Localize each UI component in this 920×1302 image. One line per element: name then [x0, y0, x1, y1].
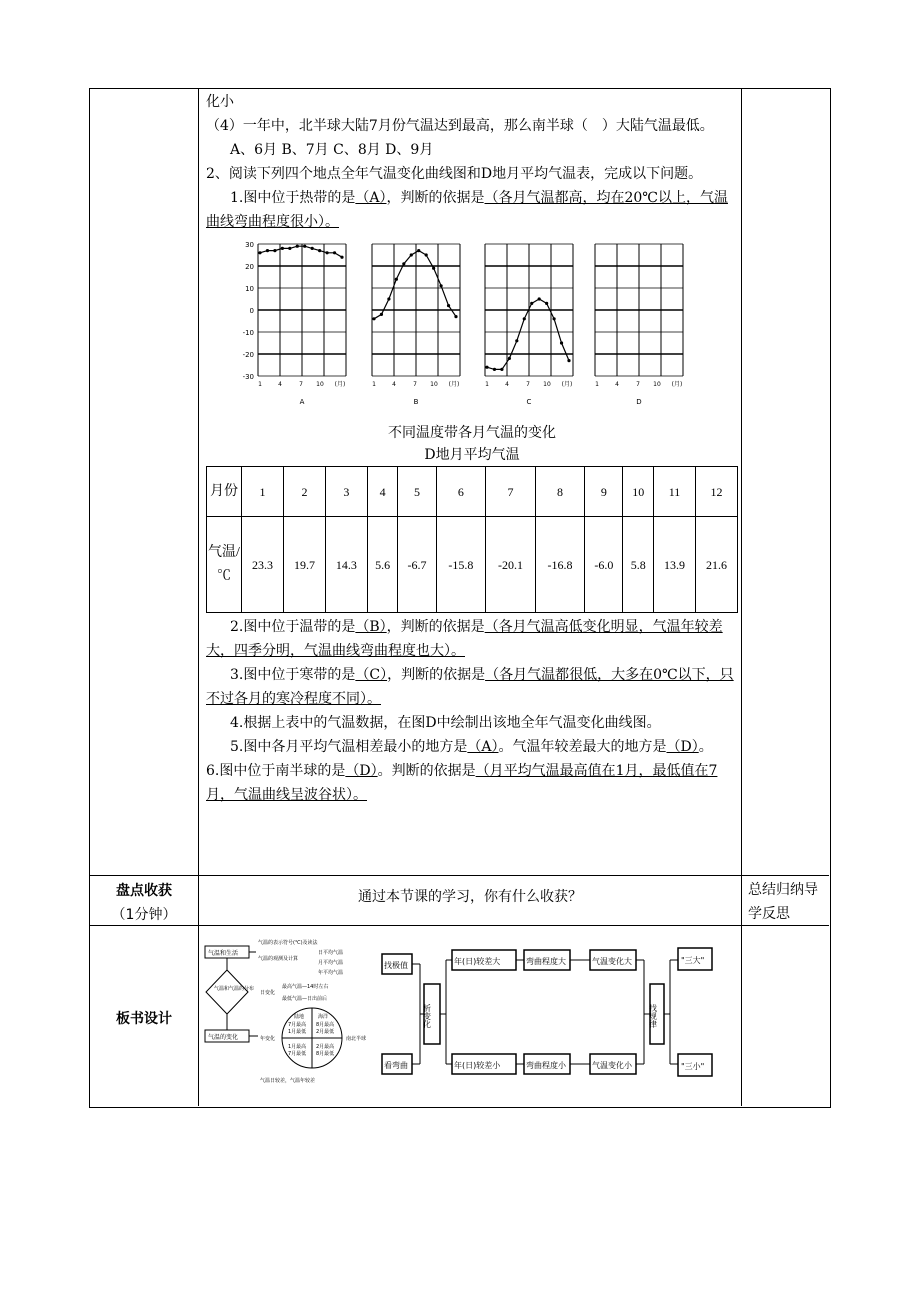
- month-cell: 2: [283, 467, 325, 517]
- table-caption: D地月平均气温: [424, 447, 520, 463]
- chart-data-point: [454, 315, 457, 318]
- chart-caption: 不同温度带各月气温的变化: [388, 425, 556, 441]
- board-text: 气温的观测及计算: [258, 956, 299, 962]
- board-text: 7月最高: [288, 1022, 307, 1028]
- board-text: 气温和气温的分布: [214, 986, 255, 992]
- month-cell: 11: [654, 467, 696, 517]
- temp-cell: 23.3: [242, 517, 284, 613]
- temp-cell: -6.7: [398, 517, 436, 613]
- board-text: 8月最低: [316, 1051, 335, 1057]
- chart-xtick-label: 4: [278, 381, 282, 388]
- board-text: 找规律: [648, 1004, 658, 1028]
- board-text: 看弯曲: [384, 1061, 408, 1070]
- chart-xtick-label: 4: [392, 381, 396, 388]
- month-header: 月份: [207, 467, 242, 517]
- board-text: 日平均气温: [318, 950, 344, 956]
- chart-data-point: [395, 278, 398, 281]
- chart-data-point: [372, 317, 375, 320]
- board-diamond: [206, 970, 248, 1014]
- chart-data-point: [439, 284, 442, 287]
- chart-xtick-label: 7: [413, 381, 417, 388]
- month-cell: 5: [398, 467, 436, 517]
- chart-data-point: [530, 302, 533, 305]
- chart-data-point: [545, 302, 548, 305]
- board-text: 气温变化小: [592, 1061, 632, 1070]
- row-divider-1: [89, 875, 829, 876]
- chart-data-point: [500, 368, 503, 371]
- chart-series-line: [260, 246, 342, 257]
- chart-data-point: [380, 313, 383, 316]
- chart-xtick-label: 10: [430, 381, 438, 388]
- summary-time: （1分钟）: [111, 907, 177, 923]
- chart-data-point: [318, 249, 321, 252]
- chart-data-point: [402, 262, 405, 265]
- board-text: 析变化: [422, 1004, 432, 1028]
- temp-cell: 14.3: [325, 517, 367, 613]
- board-text: 气温的表示符号(℃)及读法: [258, 940, 318, 946]
- chart-data-point: [432, 267, 435, 270]
- board-label: 板书设计: [116, 1011, 172, 1027]
- chart-data-point: [523, 317, 526, 320]
- chart-data-point: [333, 251, 336, 254]
- temperature-charts: [206, 242, 738, 422]
- temp-cell: -20.1: [486, 517, 536, 613]
- chart-data-point: [485, 366, 488, 369]
- q3: 3.图中位于寒带的是（C），判断的依据是（各月气温都很低，大多在0℃以下，只不过各月的寒冷程度不同）。: [206, 667, 734, 707]
- chart-data-point: [538, 297, 541, 300]
- temp-cell: -16.8: [535, 517, 585, 613]
- month-cell: 9: [585, 467, 623, 517]
- board-text: 弯曲程度小: [526, 1061, 566, 1070]
- chart-data-point: [410, 253, 413, 256]
- chart-xtick-label: (月): [671, 381, 683, 388]
- chart-xtick-label: 4: [505, 381, 509, 388]
- temp-cell: -15.8: [436, 517, 486, 613]
- board-text: 弯曲程度大: [526, 957, 566, 966]
- chart-ytick-label: -10: [242, 329, 254, 337]
- temp-cell: 5.8: [623, 517, 654, 613]
- board-text: 找极值: [384, 961, 408, 970]
- chart-ytick-label: 10: [245, 285, 254, 293]
- chart-data-point: [288, 247, 291, 250]
- chart-data-point: [303, 245, 306, 248]
- chart-xtick-label: (月): [561, 381, 573, 388]
- d-temperature-table: [206, 466, 738, 613]
- chart-xtick-label: 1: [595, 381, 599, 388]
- chart-xtick-label: 7: [636, 381, 640, 388]
- board-text: 最低气温—日出前后: [282, 996, 328, 1002]
- board-text: 气温日较差，气温年较差: [260, 1078, 316, 1084]
- month-cell: 7: [486, 467, 536, 517]
- chart-xtick-label: (月): [448, 381, 460, 388]
- board-text: 8月最高: [316, 1022, 335, 1028]
- question-2-intro: 2、阅读下列四个地点全年气温变化曲线图和D地月平均气温表，完成以下问题。: [206, 166, 703, 182]
- board-text: 1月最低: [288, 1029, 307, 1035]
- chart-ytick-label: 30: [245, 242, 254, 249]
- summary-text: 通过本节课的学习，你有什么收获？: [358, 889, 582, 905]
- month-cell: 6: [436, 467, 486, 517]
- board-text: 7月最低: [288, 1051, 307, 1057]
- board-text: 2月最高: [316, 1044, 335, 1050]
- q2: 2.图中位于温带的是（B），判断的依据是（各月气温高低变化明显，气温年较差大，四季分明，气温曲线弯曲程度也大）。: [206, 619, 723, 659]
- chart-xtick-label: 1: [372, 381, 376, 388]
- chart-data-point: [417, 249, 420, 252]
- lesson-content: [206, 90, 738, 807]
- chart-ytick-label: -20: [242, 351, 254, 359]
- chart-xtick-label: 7: [526, 381, 530, 388]
- chart-data-point: [340, 256, 343, 259]
- month-cell: 8: [535, 467, 585, 517]
- chart-name-label: C: [526, 398, 532, 406]
- board-text: 气温的变化: [208, 1034, 239, 1041]
- chart-xtick-label: 10: [316, 381, 324, 388]
- row-divider-2: [89, 925, 829, 926]
- board-text: 1月最高: [288, 1044, 307, 1050]
- chart-xtick-label: 1: [258, 381, 262, 388]
- temp-cell: 21.6: [695, 517, 737, 613]
- board-svg: [200, 930, 740, 1090]
- summary-label: 盘点收获: [116, 883, 172, 899]
- temp-header: 气温/℃: [207, 517, 242, 613]
- chart-ytick-label: 20: [245, 263, 254, 271]
- month-cell: 1: [242, 467, 284, 517]
- board-text: 月平均气温: [318, 960, 344, 966]
- col-divider-2: [741, 88, 742, 1106]
- month-cell: 4: [367, 467, 398, 517]
- q5: 5.图中各月平均气温相差最小的地方是（A）。气温年较差最大的地方是（D）。: [230, 739, 713, 755]
- board-text: 年变化: [260, 1036, 276, 1042]
- chart-xtick-label: 7: [299, 381, 303, 388]
- chart-xtick-label: 1: [485, 381, 489, 388]
- board-text: 最高气温—14时左右: [282, 984, 329, 990]
- board-text: 2月最低: [316, 1029, 335, 1035]
- charts-svg: [206, 242, 738, 422]
- temp-cell: 5.6: [367, 517, 398, 613]
- chart-data-point: [325, 251, 328, 254]
- temp-cell: 13.9: [654, 517, 696, 613]
- month-cell: 3: [325, 467, 367, 517]
- chart-xtick-label: 10: [543, 381, 551, 388]
- board-text: "三大": [681, 956, 705, 965]
- chart-data-point: [560, 341, 563, 344]
- board-text: 气温变化大: [592, 957, 632, 966]
- q1: 1.图中位于热带的是（A），判断的依据是（各月气温都高，均在20℃以上，气温曲线弯曲程度很小）。: [206, 190, 728, 230]
- chart-data-point: [266, 249, 269, 252]
- board-text: 陆地: [294, 1014, 305, 1020]
- month-cell: 12: [695, 467, 737, 517]
- chart-series-line: [374, 251, 456, 319]
- chart-name-label: B: [413, 398, 419, 406]
- line-1: 化小: [206, 94, 234, 110]
- chart-name-label: A: [299, 398, 305, 406]
- chart-data-point: [258, 251, 261, 254]
- month-cell: 10: [623, 467, 654, 517]
- chart-data-point: [447, 304, 450, 307]
- chart-xtick-label: 4: [615, 381, 619, 388]
- chart-data-point: [425, 253, 428, 256]
- board-text: 年(日)较差大: [454, 957, 501, 966]
- summary-right: 总结归纳导学反思: [748, 882, 818, 922]
- board-text: 南北半球: [346, 1036, 367, 1042]
- board-text: 年平均气温: [318, 970, 344, 976]
- board-text: 气温和生活: [208, 950, 239, 957]
- board-text: 海洋: [318, 1014, 329, 1020]
- chart-name-label: D: [636, 398, 642, 406]
- chart-data-point: [493, 368, 496, 371]
- chart-data-point: [311, 247, 314, 250]
- chart-ytick-label: -30: [242, 373, 254, 381]
- board-text: 日变化: [260, 990, 276, 996]
- board-text: "三小": [681, 1062, 705, 1071]
- chart-data-point: [508, 357, 511, 360]
- chart-xtick-label: (月): [334, 381, 346, 388]
- question-4: （4）一年中，北半球大陆7月份气温达到最高，那么南半球（ ）大陆气温最低。: [206, 118, 714, 134]
- temp-cell: 19.7: [283, 517, 325, 613]
- col-divider-1: [198, 88, 199, 1106]
- q4: 4.根据上表中的气温数据，在图D中绘制出该地全年气温变化曲线图。: [230, 715, 661, 731]
- board-text: 年(日)较差小: [454, 1061, 501, 1070]
- board-design: [200, 930, 740, 1090]
- chart-ytick-label: 0: [249, 307, 254, 315]
- chart-data-point: [296, 245, 299, 248]
- chart-data-point: [567, 359, 570, 362]
- chart-data-point: [387, 297, 390, 300]
- chart-data-point: [552, 317, 555, 320]
- temp-cell: -6.0: [585, 517, 623, 613]
- options: A、6月 B、7月 C、8月 D、9月: [230, 142, 434, 158]
- chart-data-point: [281, 247, 284, 250]
- chart-data-point: [515, 339, 518, 342]
- chart-xtick-label: 10: [653, 381, 661, 388]
- chart-data-point: [273, 249, 276, 252]
- q6: 6.图中位于南半球的是（D）。判断的依据是（月平均气温最高值在1月，最低值在7月，气温曲线呈波谷状）。: [206, 763, 718, 803]
